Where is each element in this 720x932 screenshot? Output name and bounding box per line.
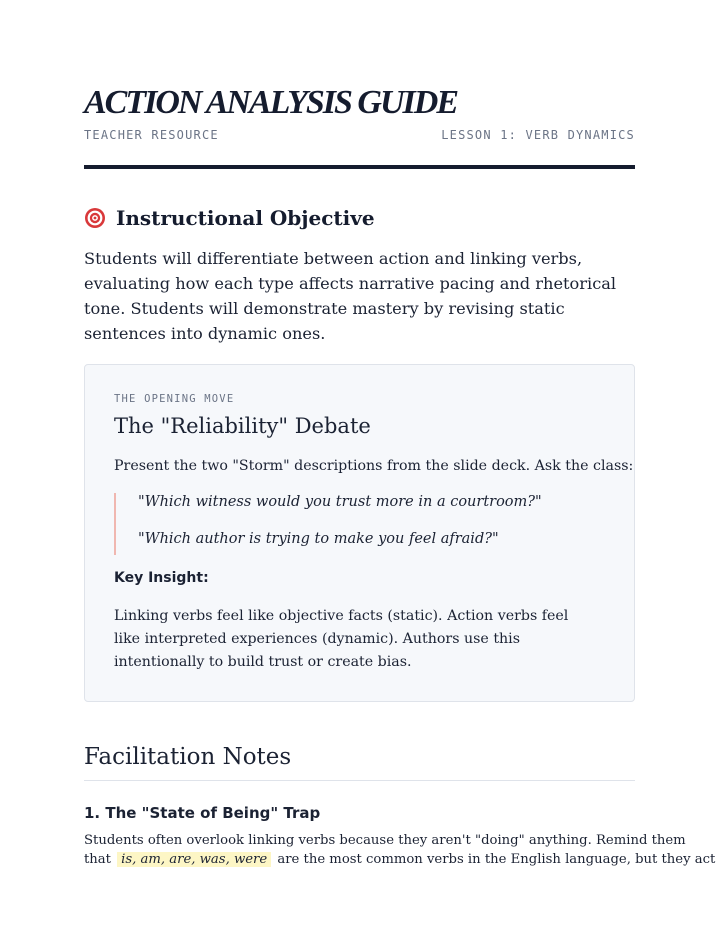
trap-heading: 1. The "State of Being" Trap	[84, 804, 321, 822]
question-quotes	[114, 493, 542, 555]
trap-text-pre: that	[84, 852, 111, 867]
key-insight-label: Key Insight:	[114, 570, 209, 586]
header-divider	[84, 165, 635, 169]
objective-heading	[84, 206, 375, 230]
target-icon	[84, 207, 106, 229]
document-title: ACTION ANALYSIS GUIDE	[84, 84, 458, 121]
highlighted-verbs: is, am, are, was, were	[117, 852, 271, 867]
facilitation-notes-title: Facilitation Notes	[84, 744, 292, 770]
quote-item: "Which author is trying to make you feel afraid?"	[138, 531, 499, 547]
header-meta	[84, 128, 635, 142]
objective-title: Instructional Objective	[116, 206, 375, 230]
card-title: The "Reliability" Debate	[114, 414, 371, 438]
key-insight-text: Linking verbs feel like objective facts (static). Action verbs feel like interpreted experiences (dynamic). Authors use this intentionally to build trust or create bias.	[114, 608, 569, 670]
quote-item: "Which witness would you trust more in a courtroom?"	[138, 494, 542, 510]
trap-line: Students often overlook linking verbs because they aren't "doing" anything. Remind them	[84, 833, 686, 848]
opening-move-card	[84, 364, 635, 702]
objective-text: Students will differentiate between action and linking verbs, evaluating how each type affects narrative pacing and rhetorical tone. Students will demonstrate mastery by revising static sentences into dynamic ones.	[84, 249, 617, 343]
card-kicker: THE OPENING MOVE	[114, 393, 235, 405]
section-divider	[84, 780, 635, 781]
lesson-label: LESSON 1: VERB DYNAMICS	[441, 128, 635, 142]
card-lead-text: Present the two "Storm" descriptions from the slide deck. Ask the class:	[114, 458, 634, 474]
trap-paragraph	[84, 831, 716, 869]
trap-text-post: are the most common verbs in the English language, but they act	[277, 852, 716, 867]
trap-line	[84, 850, 716, 869]
resource-type-label: TEACHER RESOURCE	[84, 128, 219, 142]
